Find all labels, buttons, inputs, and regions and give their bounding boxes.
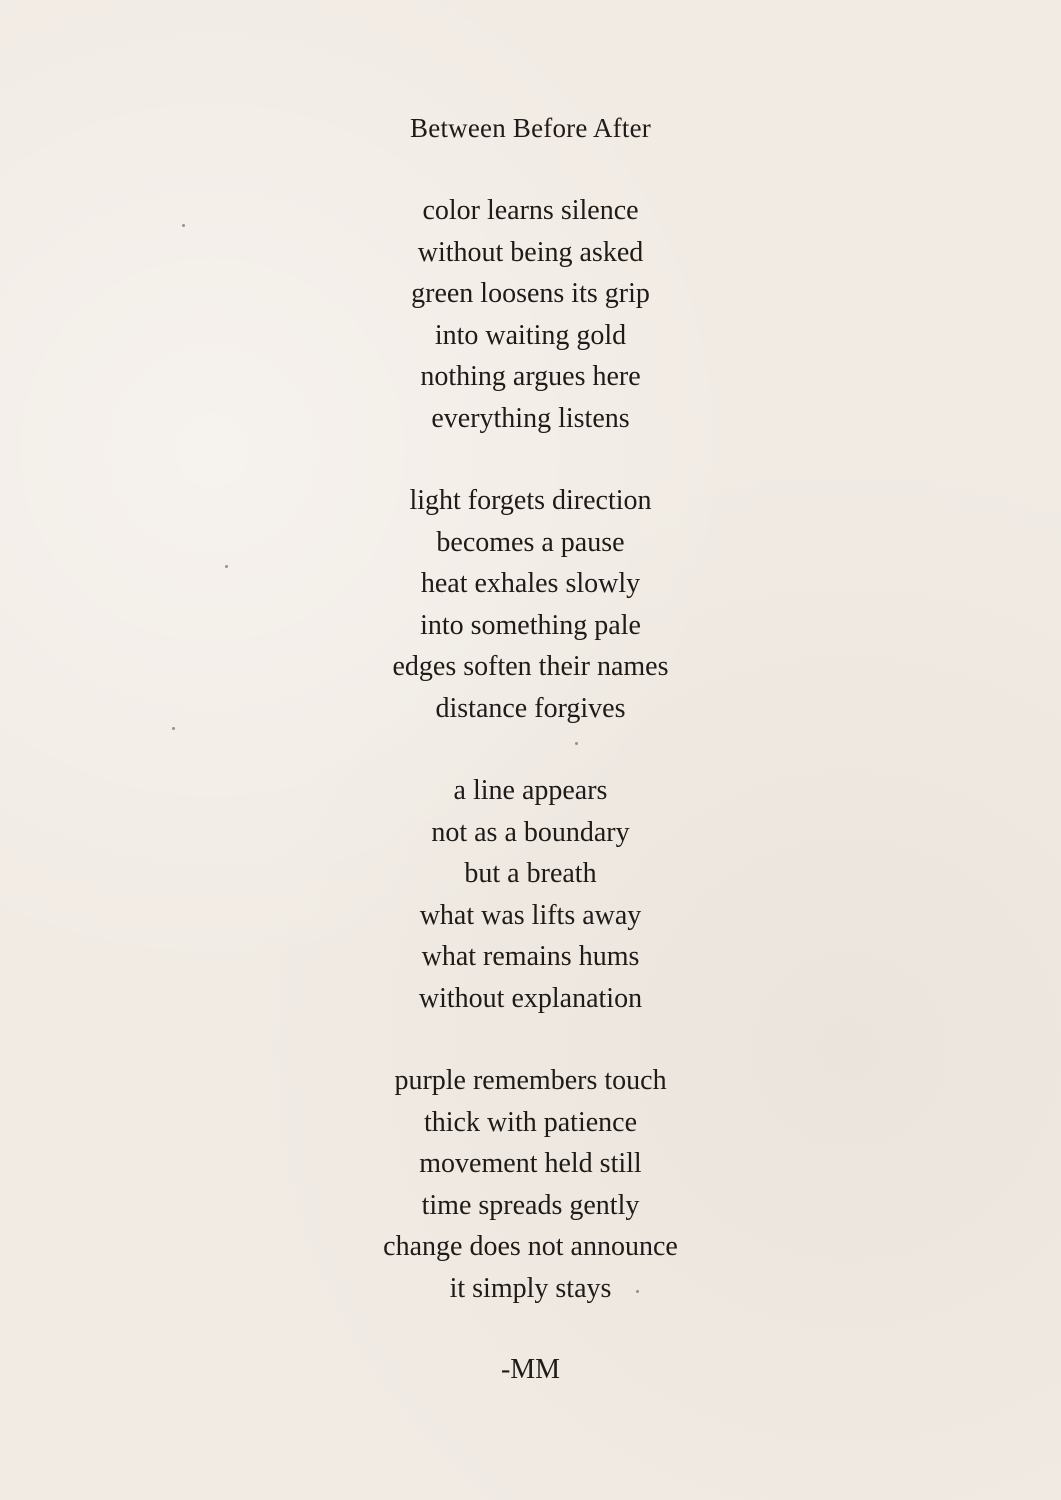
stanza-2	[0, 480, 1061, 729]
paper-speck	[182, 224, 185, 227]
poem-line: what remains hums	[421, 941, 640, 972]
poem-line: thick with patience	[423, 1106, 638, 1138]
poem-line: without explanation	[418, 982, 643, 1014]
stanza-1	[0, 190, 1061, 439]
paper-speck	[636, 1290, 639, 1293]
poem-line: nothing argues here	[420, 361, 641, 392]
poem-line: green loosens its grip	[411, 278, 650, 309]
paper-speck	[172, 727, 175, 730]
poem-line: into waiting gold	[434, 319, 627, 351]
stanza-3	[0, 770, 1061, 1019]
poem-line: time spreads gently	[421, 1189, 640, 1221]
poem-line: movement held still	[419, 1148, 642, 1179]
poem-line: a line appears	[453, 775, 608, 806]
poem-line: distance forgives	[435, 692, 626, 724]
poem-line: it simply stays	[449, 1272, 612, 1304]
poem-line: color learns silence	[422, 195, 639, 226]
paper-speck	[225, 565, 228, 568]
poem-line: purple remembers touch	[394, 1065, 667, 1096]
stanza-4	[0, 1060, 1061, 1309]
poem-line: but a breath	[464, 858, 597, 889]
poem-line: not as a boundary	[431, 816, 630, 848]
poem-line: edges soften their names	[392, 651, 669, 682]
poem-line: everything listens	[431, 402, 630, 434]
poem-line: without being asked	[417, 236, 644, 268]
poem-title: Between Before After	[410, 113, 651, 143]
poem-line: light forgets direction	[409, 485, 652, 516]
poem-line: what was lifts away	[419, 899, 642, 931]
poem-line: into something pale	[420, 609, 641, 641]
poem-line: heat exhales slowly	[420, 568, 641, 599]
paper-speck	[575, 742, 578, 745]
signature: -MM	[500, 1354, 561, 1385]
poem-line: becomes a pause	[436, 526, 625, 558]
poem-line: change does not announce	[383, 1231, 678, 1262]
